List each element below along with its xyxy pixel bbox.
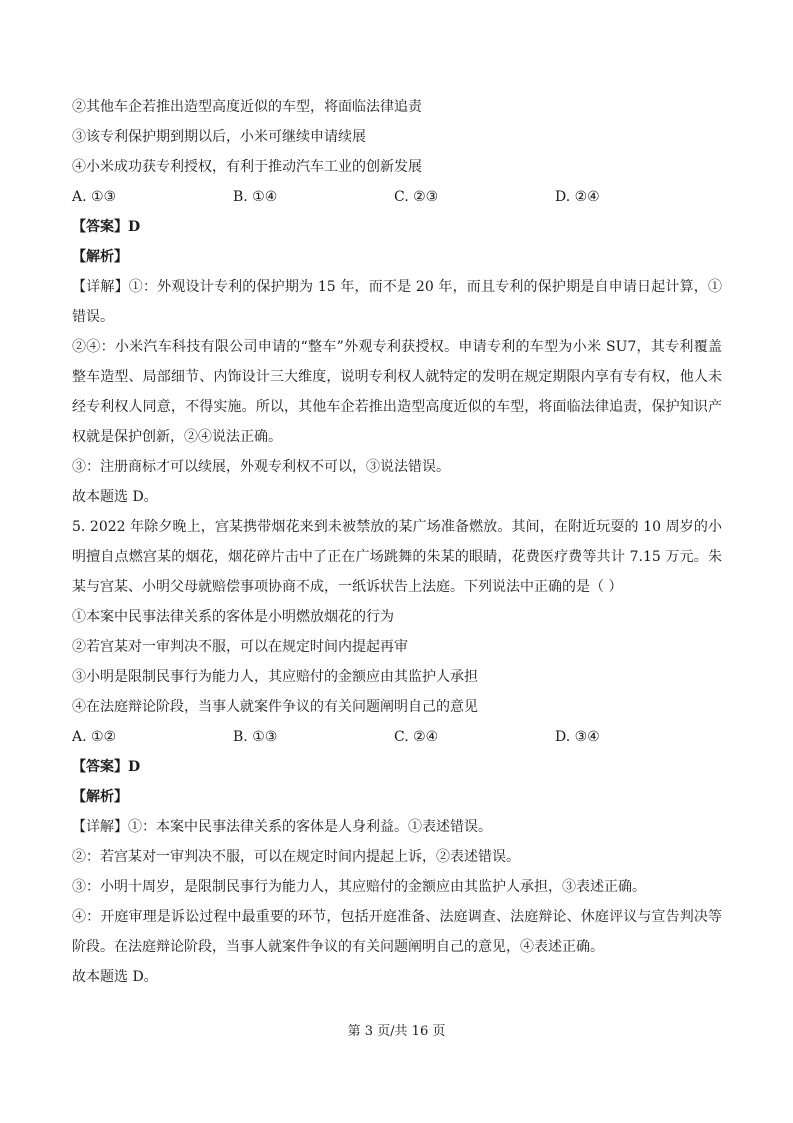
- q5-option-c: C. ②④: [394, 729, 439, 745]
- q5-stem: 5. 2022 年除夕晚上，宫某携带烟花来到未被禁放的某广场准备燃放。其间，在附近玩耍的 10 周岁的小明擅自点燃宫某的烟花，烟花碎片击中了正在广场跳舞的朱某的眼睛，花费医疗费等共计 7.15 万元。朱某与宫某、小明父母就赔偿事项协商不成，一纸诉状告上法庭。下列说法中正确的是（ ）: [72, 519, 722, 595]
- q5-detail-3: ③：小明十周岁，是限制民事行为能力人，其应赔付的金额应由其监护人承担，③表述正确。: [72, 879, 646, 895]
- q4-item-3: ③该专利保护期到期以后，小米可继续申请续展: [72, 129, 366, 145]
- q5-detail-2: ②：若宫某对一审判决不服，可以在规定时间内提起上诉，②表述错误。: [72, 849, 520, 865]
- q4-item-4: ④小米成功获专利授权，有利于推动汽车工业的创新发展: [72, 159, 422, 175]
- q5-option-b: B. ①③: [233, 729, 278, 745]
- page-number: 第 3 页/共 16 页: [347, 1024, 446, 1039]
- q5-option-a: A. ①②: [72, 729, 117, 745]
- q4-option-c: C. ②③: [394, 189, 439, 205]
- q5-answer: 【答案】D: [72, 759, 141, 775]
- q5-options: [72, 722, 722, 752]
- q5-analysis-heading: 【解析】: [72, 789, 128, 805]
- q4-detail-3: ③：注册商标才可以续展，外观专利权不可以，③说法错误。: [72, 459, 450, 475]
- q4-conclusion: 故本题选 D。: [72, 489, 158, 505]
- q4-option-b: B. ①④: [233, 189, 278, 205]
- q5-detail-4: ④：开庭审理是诉讼过程中最重要的环节，包括开庭准备、法庭调查、法庭辩论、休庭评议与宣告判决等阶段。在法庭辩论阶段，当事人就案件争议的有关问题阐明自己的意见，④表述正确。: [72, 909, 722, 955]
- q4-answer: 【答案】D: [72, 219, 141, 235]
- q4-option-d: D. ②④: [555, 189, 600, 205]
- q5-option-d: D. ③④: [555, 729, 600, 745]
- q4-option-a: A. ①③: [72, 189, 117, 205]
- q5-item-4: ④在法庭辩论阶段，当事人就案件争议的有关问题阐明自己的意见: [72, 699, 478, 715]
- page-content: [72, 92, 722, 992]
- q4-analysis-heading: 【解析】: [72, 249, 128, 265]
- q5-conclusion: 故本题选 D。: [72, 969, 158, 985]
- page-footer: [0, 1022, 793, 1042]
- q5-item-1: ①本案中民事法律关系的客体是小明燃放烟花的行为: [72, 609, 394, 625]
- q4-options: [72, 182, 722, 212]
- q4-detail-1: 【详解】①：外观设计专利的保护期为 15 年，而不是 20 年，而且专利的保护期是自申请日起计算，①错误。: [72, 279, 722, 325]
- q5-item-2: ②若宫某对一审判决不服，可以在规定时间内提起再审: [72, 639, 408, 655]
- q4-detail-2: ②④：小米汽车科技有限公司申请的“整车”外观专利获授权。申请专利的车型为小米 SU7，其专利覆盖整车造型、局部细节、内饰设计三大维度，说明专利权人就特定的发明在规定期限内享有专有权，他人未经专利权人同意，不得实施。所以，其他车企若推出造型高度近似的车型，将面临法律追责，保护知识产权就是保护创新，②④说法正确。: [72, 339, 722, 445]
- q4-item-2: ②其他车企若推出造型高度近似的车型，将面临法律追责: [72, 99, 422, 115]
- q5-detail-1: 【详解】①：本案中民事法律关系的客体是人身利益。①表述错误。: [72, 819, 492, 835]
- q5-item-3: ③小明是限制民事行为能力人，其应赔付的金额应由其监护人承担: [72, 669, 478, 685]
